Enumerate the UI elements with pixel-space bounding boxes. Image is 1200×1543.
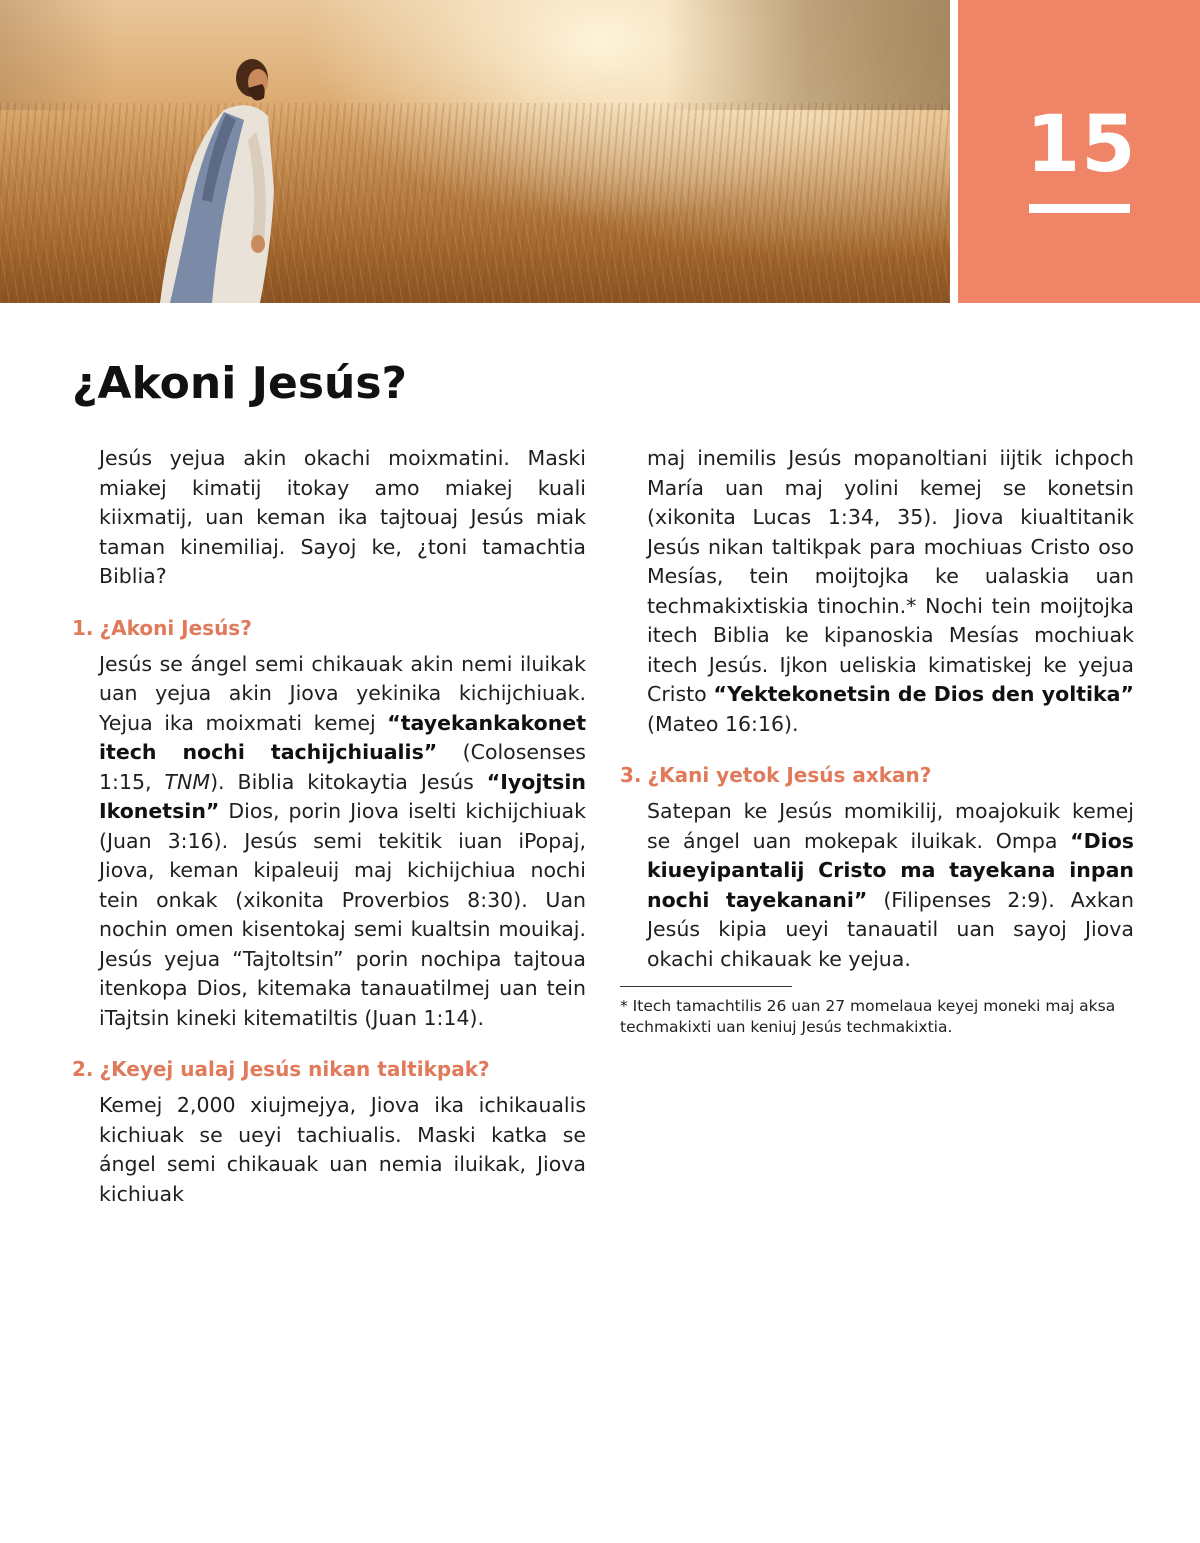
footnote: * Itech tamachtilis 26 uan 27 momelaua keyej moneki maj aksa techmakixti uan keniuj Jesús techmakixtia. — [620, 997, 1116, 1036]
question-2-answer-part1: Kemej 2,000 xiujmejya, Jiova ika ichikaualis kichiuak se ueyi tachiualis. Maski katka se ángel semi chikauak uan nemia iluikak, Jiova kichiuak — [99, 1093, 586, 1206]
header-photo — [0, 0, 950, 303]
page-title: ¿Akoni Jesús? — [72, 358, 408, 409]
question-3-heading — [620, 761, 1134, 789]
answer-text: Satepan ke Jesús momikilij, moajokuik kemej se ángel uan mokepak iluikak. Ompa — [647, 799, 1134, 853]
scripture-quote: “Iyojtsin Ikonetsin” — [99, 769, 586, 823]
question-2-text: ¿Keyej ualaj Jesús nikan taltikpak? — [99, 1057, 490, 1081]
right-column — [620, 444, 1134, 1038]
question-3-number: 3. — [620, 763, 642, 787]
jesus-figure-illustration — [140, 40, 300, 303]
scripture-quote: “Dios kiueyipantalij Cristo ma tayekana inpan nochi tayekanani” — [647, 828, 1134, 912]
answer-text: maj inemilis Jesús mopanoltiani iijtik ichpoch María uan maj yolini kemej se konetsin (xikonita Lucas 1:34, 35). Jiova kiualtitanik Jesús nikan taltikpak para mochiuas Cristo oso Mesías, tein moijtojka ke ualaskia uan techmakixtiskia tinochin.* Nochi tein moijtojka itech Biblia ke kipanoskia Mesías mochiuak itech Jesús. Ijkon ueliskia kimatiskej ke yejua Cristo — [647, 446, 1134, 706]
question-1-text: ¿Akoni Jesús? — [99, 615, 252, 640]
chapter-tab — [958, 0, 1200, 303]
translation-abbrev: TNM — [164, 769, 211, 794]
intro-paragraph: Jesús yejua akin okachi moixmatini. Maski miakej kimatij itokay amo miakej kuali kiixmatij, uan keman ika tajtouaj Jesús miak taman kinemiliaj. Sayoj ke, ¿toni tamachtia Biblia? — [99, 446, 586, 588]
answer-text: Jesús se ángel semi chikauak akin nemi iluikak uan yejua akin Jiova yekinika kichijchiuak. Yejua ika moixmati kemej — [99, 651, 586, 735]
answer-text: (Filipenses 2:9). Axkan Jesús kipia ueyi tanauatil uan sayoj Jiova okachi chikauak ke yejua. — [647, 887, 1134, 971]
chapter-underline — [1029, 204, 1130, 213]
left-column — [72, 444, 586, 1209]
question-3-answer — [647, 797, 1134, 974]
scripture-quote: “tayekankakonet itech nochi tachijchiualis” — [99, 710, 586, 764]
answer-text: Dios, porin Jiova iselti kichijchiuak (Juan 3:16). Jesús semi tekitik iuan iPopaj, Jiova, keman kipaleuij maj kichijchiua nochi tein onkak (xikonita Proverbios 8:30). Uan nochin omen kisentokaj semi kualtsin mouikaj. Jesús yejua “Tajtoltsin” porin nochipa tajtoua itenkopa Dios, kitemaka tanauatilmej uan tein iTajtsin kineki kitematiltis (Juan 1:14). — [99, 799, 586, 1030]
question-2-answer-part2 — [647, 444, 1134, 739]
question-2-heading — [72, 1055, 586, 1083]
question-1-number: 1. — [72, 615, 94, 640]
question-1-heading — [72, 614, 586, 642]
answer-text: (Colosenses 1:15, — [99, 740, 586, 794]
question-1-answer — [99, 650, 586, 1034]
answer-text: (Mateo 16:16). — [647, 711, 799, 736]
question-3-text: ¿Kani yetok Jesús axkan? — [647, 763, 932, 787]
answer-text: ). Biblia kitokaytia Jesús — [210, 769, 487, 794]
footnote-divider — [620, 986, 792, 987]
chapter-number: 15 — [1026, 100, 1137, 190]
scripture-quote: “Yektekonetsin de Dios den yoltika” — [713, 682, 1134, 706]
question-2-number: 2. — [72, 1057, 94, 1081]
